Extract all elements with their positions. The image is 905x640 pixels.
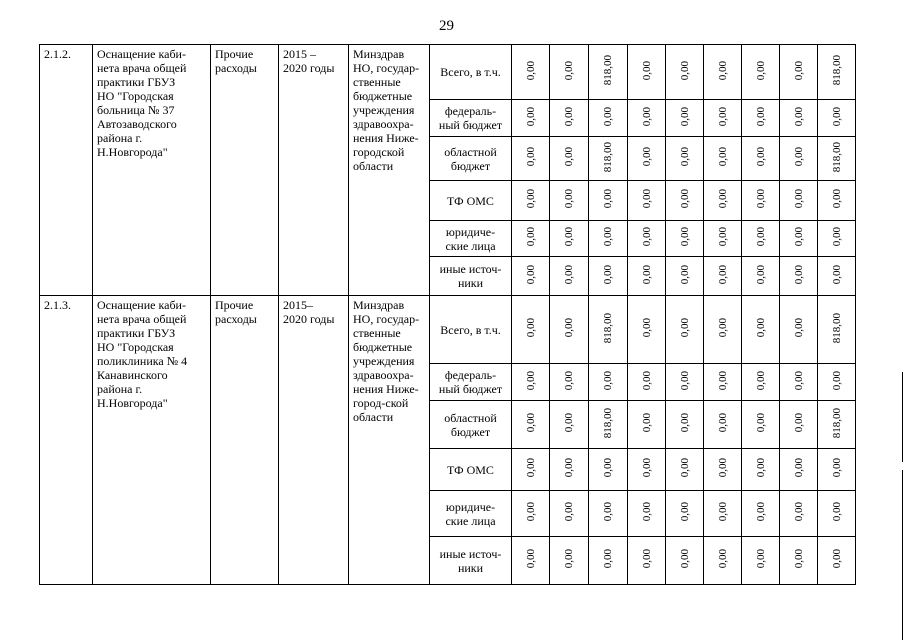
amount-cell — [550, 364, 589, 401]
amount-value: 0,00 — [754, 502, 767, 522]
amount-value: 0,00 — [563, 106, 575, 127]
amount-cell — [742, 257, 780, 296]
funding-source-cell — [430, 296, 512, 364]
row-executor: Минздрав НО, государ- ственные бюджетные учреждения здравоохра- нения Ниже- город-ской области — [353, 298, 420, 424]
funding-source-label: иные источ- ники — [439, 546, 502, 575]
amount-cell — [704, 257, 742, 296]
funding-source-cell — [430, 100, 512, 137]
amount-cell — [628, 100, 666, 137]
funding-source-label: федераль- ный бюджет — [438, 368, 503, 396]
amount-cell — [512, 296, 550, 364]
amount-value: 0,00 — [754, 189, 767, 209]
amount-value: 0,00 — [563, 413, 575, 433]
amount-value: 0,00 — [792, 189, 805, 209]
funding-source-label: ТФ ОМС — [447, 193, 494, 208]
amount-value: 0,00 — [524, 370, 537, 391]
amount-value: 0,00 — [678, 227, 691, 247]
amount-value: 0,00 — [640, 264, 653, 285]
amount-cell — [666, 491, 704, 537]
amount-value: 0,00 — [524, 60, 537, 81]
amount-cell — [666, 137, 704, 181]
amount-value: 818,00 — [602, 312, 614, 344]
funding-source-label: областной бюджет — [444, 144, 497, 173]
funding-source-cell — [430, 401, 512, 449]
amount-cell — [512, 449, 550, 491]
amount-value: 0,00 — [524, 264, 537, 285]
amount-cell — [666, 45, 704, 100]
amount-value: 0,00 — [716, 458, 729, 478]
amount-value: 0,00 — [754, 370, 767, 391]
amount-value: 818,00 — [602, 141, 614, 173]
amount-value: 0,00 — [716, 264, 729, 285]
amount-cell — [589, 296, 628, 364]
amount-value: 0,00 — [792, 502, 805, 522]
amount-cell — [589, 257, 628, 296]
amount-cell — [589, 221, 628, 257]
amount-cell — [589, 137, 628, 181]
amount-value: 0,00 — [678, 318, 691, 338]
amount-value: 0,00 — [640, 318, 653, 338]
amount-cell — [512, 100, 550, 137]
amount-value: 0,00 — [678, 413, 691, 433]
row-name-cell — [93, 45, 211, 296]
amount-cell — [550, 181, 589, 221]
amount-cell — [589, 537, 628, 585]
amount-value: 0,00 — [830, 549, 843, 569]
amount-cell — [780, 401, 818, 449]
amount-cell — [818, 296, 856, 364]
amount-value: 0,00 — [716, 370, 729, 391]
amount-cell — [628, 257, 666, 296]
amount-cell — [589, 401, 628, 449]
amount-value: 0,00 — [716, 189, 729, 209]
amount-cell — [818, 537, 856, 585]
amount-value: 0,00 — [524, 502, 537, 522]
amount-cell — [780, 221, 818, 257]
amount-cell — [818, 221, 856, 257]
amount-cell — [512, 364, 550, 401]
amount-cell — [742, 537, 780, 585]
amount-cell — [512, 491, 550, 537]
amount-cell — [704, 45, 742, 100]
amount-value: 0,00 — [830, 502, 843, 522]
amount-cell — [742, 100, 780, 137]
amount-cell — [704, 181, 742, 221]
row-period-cell — [279, 45, 349, 296]
amount-value: 0,00 — [524, 318, 537, 338]
amount-cell — [628, 364, 666, 401]
amount-value: 0,00 — [640, 189, 653, 209]
amount-value: 0,00 — [830, 264, 843, 285]
funding-source-label: иные источ- ники — [439, 262, 502, 290]
amount-cell — [666, 181, 704, 221]
amount-value: 0,00 — [640, 370, 653, 391]
amount-cell — [704, 364, 742, 401]
amount-cell — [628, 181, 666, 221]
amount-value: 0,00 — [640, 60, 653, 81]
amount-value: 0,00 — [716, 549, 729, 569]
amount-value: 0,00 — [792, 227, 805, 247]
row-expense-type: Прочие расходы — [215, 298, 257, 326]
amount-cell — [780, 491, 818, 537]
amount-value: 0,00 — [524, 147, 537, 167]
amount-cell — [550, 537, 589, 585]
row-period-cell — [279, 296, 349, 585]
amount-cell — [742, 137, 780, 181]
amount-cell — [550, 401, 589, 449]
amount-cell — [818, 491, 856, 537]
row-expense-type: Прочие расходы — [215, 47, 257, 75]
amount-value: 0,00 — [830, 370, 843, 391]
row-code-cell — [40, 45, 93, 296]
amount-value: 818,00 — [602, 55, 614, 86]
amount-cell — [666, 257, 704, 296]
amount-value: 0,00 — [640, 549, 653, 569]
amount-value: 0,00 — [563, 189, 575, 209]
amount-value: 0,00 — [640, 502, 653, 522]
amount-cell — [742, 401, 780, 449]
amount-cell — [512, 401, 550, 449]
amount-cell — [589, 364, 628, 401]
amount-cell — [628, 296, 666, 364]
row-name: Оснащение каби- нета врача общей практики ГБУЗ НО "Городская больница № 37 Автозаводского района г. Н.Новгорода" — [97, 47, 187, 159]
funding-source-cell — [430, 491, 512, 537]
page-edge-line — [902, 470, 903, 640]
amount-value: 0,00 — [563, 60, 575, 81]
row-expense-type-cell — [211, 296, 279, 585]
amount-value: 0,00 — [563, 147, 575, 167]
funding-source-label: Всего, в т.ч. — [440, 65, 501, 79]
amount-value: 0,00 — [792, 549, 805, 569]
amount-cell — [550, 221, 589, 257]
row-executor-cell — [349, 296, 430, 585]
amount-value: 0,00 — [792, 106, 805, 127]
funding-source-label: ТФ ОМС — [447, 462, 494, 477]
amount-value: 0,00 — [792, 147, 805, 167]
amount-value: 0,00 — [524, 106, 537, 127]
amount-value: 0,00 — [792, 264, 805, 285]
amount-cell — [589, 181, 628, 221]
amount-value: 818,00 — [830, 407, 843, 439]
amount-value: 0,00 — [563, 264, 575, 285]
amount-cell — [512, 181, 550, 221]
amount-value: 0,00 — [754, 458, 767, 478]
amount-cell — [589, 45, 628, 100]
amount-value: 0,00 — [830, 227, 843, 247]
amount-value: 0,00 — [602, 458, 614, 478]
amount-value: 0,00 — [754, 227, 767, 247]
funding-source-cell — [430, 257, 512, 296]
amount-cell — [704, 537, 742, 585]
amount-value: 0,00 — [678, 264, 691, 285]
amount-cell — [589, 491, 628, 537]
amount-value: 0,00 — [602, 549, 614, 569]
funding-source-label: юридиче- ские лица — [445, 224, 496, 253]
amount-cell — [550, 296, 589, 364]
amount-cell — [589, 449, 628, 491]
amount-cell — [742, 45, 780, 100]
amount-value: 0,00 — [563, 502, 575, 522]
funding-source-label: федераль- ный бюджет — [438, 104, 503, 132]
amount-value: 0,00 — [602, 264, 614, 285]
amount-cell — [780, 100, 818, 137]
amount-cell — [666, 100, 704, 137]
amount-cell — [550, 491, 589, 537]
amount-value: 0,00 — [602, 227, 614, 247]
amount-cell — [666, 296, 704, 364]
amount-cell — [628, 449, 666, 491]
amount-cell — [780, 449, 818, 491]
row-expense-type-cell — [211, 45, 279, 296]
funding-source-cell — [430, 449, 512, 491]
row-name-cell — [93, 296, 211, 585]
amount-value: 0,00 — [640, 227, 653, 247]
amount-value: 0,00 — [754, 318, 767, 338]
amount-value: 0,00 — [563, 318, 575, 338]
amount-value: 0,00 — [524, 189, 537, 209]
funding-source-label: областной бюджет — [444, 410, 497, 439]
amount-value: 0,00 — [792, 318, 805, 338]
amount-value: 818,00 — [830, 55, 843, 86]
amount-cell — [550, 100, 589, 137]
amount-value: 0,00 — [602, 502, 614, 522]
amount-value: 0,00 — [716, 147, 729, 167]
amount-value: 0,00 — [716, 106, 729, 127]
amount-value: 0,00 — [830, 106, 843, 127]
amount-cell — [742, 181, 780, 221]
amount-cell — [512, 537, 550, 585]
amount-cell — [818, 181, 856, 221]
amount-cell — [628, 537, 666, 585]
amount-cell — [628, 137, 666, 181]
amount-value: 0,00 — [792, 413, 805, 433]
amount-value: 0,00 — [524, 458, 537, 478]
amount-value: 0,00 — [754, 147, 767, 167]
amount-cell — [550, 449, 589, 491]
amount-value: 0,00 — [640, 458, 653, 478]
amount-value: 0,00 — [754, 549, 767, 569]
amount-value: 0,00 — [563, 227, 575, 247]
amount-value: 0,00 — [678, 549, 691, 569]
amount-cell — [818, 100, 856, 137]
amount-value: 0,00 — [602, 189, 614, 209]
amount-cell — [818, 137, 856, 181]
program-table — [39, 44, 856, 585]
row-executor: Минздрав НО, государ- ственные бюджетные учреждения здравоохра- нения Ниже- городской области — [353, 47, 420, 173]
amount-cell — [704, 100, 742, 137]
amount-value: 0,00 — [716, 413, 729, 433]
row-name: Оснащение каби- нета врача общей практики ГБУЗ НО "Городская поликлиника № 4 Канавинского района г. Н.Новгорода" — [97, 298, 188, 410]
amount-value: 0,00 — [792, 60, 805, 81]
amount-cell — [666, 537, 704, 585]
amount-cell — [780, 137, 818, 181]
amount-cell — [666, 449, 704, 491]
funding-source-cell — [430, 221, 512, 257]
amount-value: 0,00 — [524, 227, 537, 247]
amount-value: 0,00 — [716, 318, 729, 338]
table-row — [40, 45, 856, 100]
amount-value: 0,00 — [792, 370, 805, 391]
amount-value: 0,00 — [678, 502, 691, 522]
amount-cell — [742, 449, 780, 491]
amount-cell — [818, 257, 856, 296]
page-number: 29 — [439, 18, 454, 34]
amount-value: 0,00 — [792, 458, 805, 478]
amount-value: 0,00 — [754, 413, 767, 433]
amount-cell — [780, 364, 818, 401]
amount-value: 0,00 — [678, 458, 691, 478]
amount-cell — [628, 45, 666, 100]
amount-cell — [666, 401, 704, 449]
row-period: 2015 – 2020 годы — [283, 47, 335, 75]
amount-cell — [550, 137, 589, 181]
amount-value: 0,00 — [716, 60, 729, 81]
table-row — [40, 296, 856, 364]
amount-cell — [780, 45, 818, 100]
funding-source-cell — [430, 45, 512, 100]
amount-value: 0,00 — [716, 227, 729, 247]
amount-value: 0,00 — [678, 106, 691, 127]
amount-value: 0,00 — [678, 370, 691, 391]
amount-cell — [704, 401, 742, 449]
amount-cell — [704, 137, 742, 181]
amount-value: 0,00 — [524, 413, 537, 433]
amount-value: 0,00 — [716, 502, 729, 522]
amount-cell — [512, 221, 550, 257]
amount-value: 0,00 — [678, 147, 691, 167]
row-period: 2015– 2020 годы — [283, 298, 335, 326]
funding-source-cell — [430, 181, 512, 221]
amount-value: 818,00 — [602, 407, 614, 439]
amount-value: 0,00 — [563, 370, 575, 391]
amount-cell — [704, 296, 742, 364]
amount-cell — [818, 449, 856, 491]
funding-source-cell — [430, 137, 512, 181]
amount-cell — [742, 364, 780, 401]
amount-cell — [742, 491, 780, 537]
amount-value: 0,00 — [640, 413, 653, 433]
amount-cell — [628, 401, 666, 449]
page-edge-line — [902, 372, 903, 462]
amount-cell — [628, 491, 666, 537]
amount-value: 0,00 — [678, 189, 691, 209]
row-code: 2.1.2. — [44, 47, 71, 61]
amount-cell — [818, 401, 856, 449]
amount-value: 0,00 — [830, 458, 843, 478]
amount-cell — [742, 221, 780, 257]
amount-cell — [628, 221, 666, 257]
amount-value: 0,00 — [754, 60, 767, 81]
amount-cell — [780, 537, 818, 585]
amount-cell — [704, 449, 742, 491]
amount-cell — [704, 221, 742, 257]
funding-source-label: Всего, в т.ч. — [440, 322, 501, 337]
amount-value: 0,00 — [678, 60, 691, 81]
funding-source-cell — [430, 364, 512, 401]
row-code: 2.1.3. — [44, 298, 71, 312]
amount-value: 0,00 — [640, 147, 653, 167]
funding-source-label: юридиче- ские лица — [445, 499, 496, 528]
amount-value: 0,00 — [830, 189, 843, 209]
amount-value: 0,00 — [563, 458, 575, 478]
amount-value: 0,00 — [640, 106, 653, 127]
amount-cell — [780, 296, 818, 364]
amount-value: 0,00 — [524, 549, 537, 569]
amount-cell — [512, 137, 550, 181]
amount-cell — [550, 45, 589, 100]
amount-value: 0,00 — [602, 370, 614, 391]
funding-source-cell — [430, 537, 512, 585]
amount-cell — [512, 45, 550, 100]
amount-cell — [550, 257, 589, 296]
amount-value: 818,00 — [830, 312, 843, 344]
amount-value: 818,00 — [830, 141, 843, 173]
amount-value: 0,00 — [754, 264, 767, 285]
amount-value: 0,00 — [602, 106, 614, 127]
amount-cell — [780, 181, 818, 221]
amount-cell — [666, 221, 704, 257]
row-executor-cell — [349, 45, 430, 296]
amount-cell — [780, 257, 818, 296]
amount-value: 0,00 — [563, 549, 575, 569]
amount-value: 0,00 — [754, 106, 767, 127]
amount-cell — [589, 100, 628, 137]
amount-cell — [818, 45, 856, 100]
amount-cell — [666, 364, 704, 401]
amount-cell — [818, 364, 856, 401]
amount-cell — [742, 296, 780, 364]
amount-cell — [704, 491, 742, 537]
row-code-cell — [40, 296, 93, 585]
amount-cell — [512, 257, 550, 296]
